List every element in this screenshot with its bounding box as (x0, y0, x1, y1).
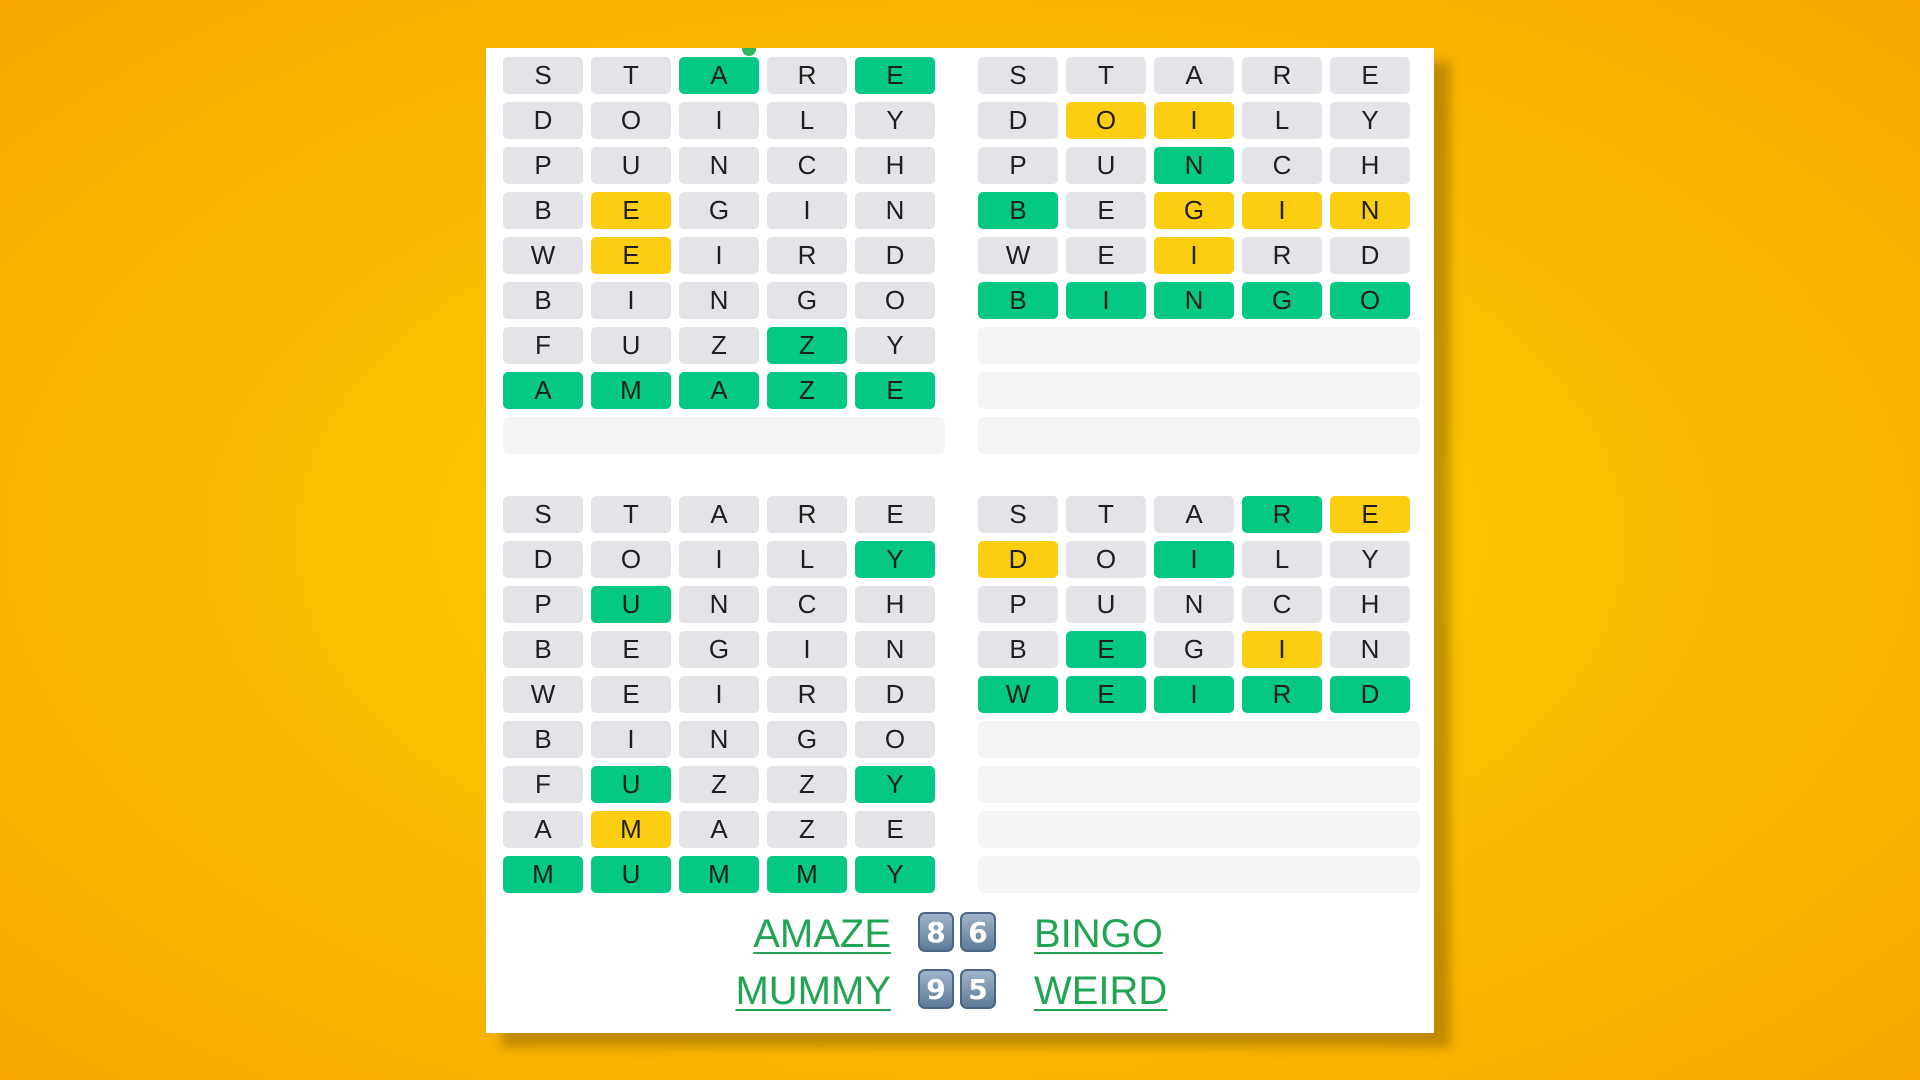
letter-tile: N (1330, 192, 1410, 229)
letter-tile: L (767, 102, 847, 139)
letter-tile: S (503, 496, 583, 533)
letter-tile: Z (679, 327, 759, 364)
letter-tile: D (978, 102, 1058, 139)
letter-tile: H (855, 147, 935, 184)
board-bottom-left (503, 496, 945, 901)
letter-tile: L (1242, 102, 1322, 139)
letter-tile: W (978, 237, 1058, 274)
guess-row (503, 856, 945, 893)
guess-row (978, 586, 1420, 623)
results-row-1 (486, 906, 1434, 962)
letter-tile: L (1242, 541, 1322, 578)
letter-tile: M (591, 811, 671, 848)
empty-guess-row (978, 721, 1420, 758)
letter-tile: A (503, 811, 583, 848)
keycap-digit-icon: 8 (918, 912, 954, 952)
letter-tile: A (679, 372, 759, 409)
letter-tile: M (591, 372, 671, 409)
letter-tile: R (767, 676, 847, 713)
letter-tile: T (1066, 57, 1146, 94)
letter-tile: C (767, 586, 847, 623)
answer-link-mummy[interactable]: MUMMY (735, 969, 891, 1013)
letter-tile: S (978, 57, 1058, 94)
letter-tile: D (503, 102, 583, 139)
results-row-2 (486, 963, 1434, 1019)
letter-tile: E (591, 631, 671, 668)
guess-row (503, 721, 945, 758)
letter-tile: I (679, 676, 759, 713)
letter-tile: W (503, 237, 583, 274)
letter-tile: N (679, 721, 759, 758)
letter-tile: P (978, 586, 1058, 623)
letter-tile: B (503, 282, 583, 319)
letter-tile: E (1066, 631, 1146, 668)
letter-tile: N (679, 586, 759, 623)
letter-tile: E (1330, 496, 1410, 533)
letter-tile: E (855, 811, 935, 848)
guess-row (503, 496, 945, 533)
empty-guess-row (978, 417, 1420, 454)
letter-tile: E (1066, 676, 1146, 713)
letter-tile: A (503, 372, 583, 409)
letter-tile: I (1242, 631, 1322, 668)
empty-guess-row (978, 327, 1420, 364)
letter-tile: U (1066, 147, 1146, 184)
guess-row (978, 147, 1420, 184)
answer-link-weird[interactable]: WEIRD (1034, 969, 1168, 1013)
letter-tile: R (767, 57, 847, 94)
letter-tile: E (855, 496, 935, 533)
letter-tile: M (679, 856, 759, 893)
guess-row (503, 631, 945, 668)
letter-tile: E (855, 57, 935, 94)
letter-tile: I (1066, 282, 1146, 319)
letter-tile: H (855, 586, 935, 623)
letter-tile: W (978, 676, 1058, 713)
letter-tile: A (679, 811, 759, 848)
letter-tile: G (1154, 631, 1234, 668)
keycap-digit-icon: 9 (918, 969, 954, 1009)
guess-row (503, 147, 945, 184)
letter-tile: C (767, 147, 847, 184)
letter-tile: D (503, 541, 583, 578)
guess-row (503, 811, 945, 848)
letter-tile: E (591, 676, 671, 713)
guess-row (978, 496, 1420, 533)
letter-tile: N (1330, 631, 1410, 668)
letter-tile: I (591, 721, 671, 758)
letter-tile: O (591, 541, 671, 578)
letter-tile: I (767, 192, 847, 229)
letter-tile: R (1242, 57, 1322, 94)
letter-tile: C (1242, 586, 1322, 623)
guess-row (978, 192, 1420, 229)
letter-tile: Y (855, 766, 935, 803)
letter-tile: E (591, 237, 671, 274)
letter-tile: I (591, 282, 671, 319)
letter-tile: O (1330, 282, 1410, 319)
letter-tile: I (1154, 676, 1234, 713)
letter-tile: U (591, 586, 671, 623)
guess-row (503, 676, 945, 713)
letter-tile: M (503, 856, 583, 893)
board-top-right (978, 57, 1420, 462)
keycap-digit-icon: 6 (960, 912, 996, 952)
letter-tile: I (1242, 192, 1322, 229)
letter-tile: N (1154, 586, 1234, 623)
empty-guess-row (978, 372, 1420, 409)
letter-tile: S (503, 57, 583, 94)
guess-row (978, 237, 1420, 274)
letter-tile: E (1066, 192, 1146, 229)
letter-tile: O (855, 721, 935, 758)
letter-tile: I (679, 541, 759, 578)
letter-tile: D (855, 676, 935, 713)
letter-tile: M (767, 856, 847, 893)
letter-tile: B (503, 721, 583, 758)
letter-tile: O (855, 282, 935, 319)
letter-tile: N (679, 147, 759, 184)
letter-tile: A (1154, 496, 1234, 533)
letter-tile: B (503, 631, 583, 668)
answer-link-amaze[interactable]: AMAZE (753, 912, 891, 956)
letter-tile: G (679, 192, 759, 229)
letter-tile: Z (679, 766, 759, 803)
letter-tile: H (1330, 147, 1410, 184)
guess-row (503, 586, 945, 623)
letter-tile: E (1330, 57, 1410, 94)
empty-guess-row (978, 766, 1420, 803)
letter-tile: D (1330, 676, 1410, 713)
guess-row (978, 631, 1420, 668)
letter-tile: Z (767, 811, 847, 848)
cropped-header-mark (742, 48, 756, 56)
letter-tile: A (1154, 57, 1234, 94)
empty-guess-row (978, 856, 1420, 893)
guess-row (503, 282, 945, 319)
letter-tile: S (978, 496, 1058, 533)
keycap-digit-icon: 5 (960, 969, 996, 1009)
letter-tile: B (978, 282, 1058, 319)
letter-tile: I (679, 237, 759, 274)
guess-row (503, 102, 945, 139)
letter-tile: U (591, 856, 671, 893)
letter-tile: O (1066, 102, 1146, 139)
board-bottom-right (978, 496, 1420, 901)
guess-row (503, 766, 945, 803)
letter-tile: R (1242, 237, 1322, 274)
letter-tile: O (591, 102, 671, 139)
letter-tile: N (855, 192, 935, 229)
letter-tile: H (1330, 586, 1410, 623)
letter-tile: T (591, 57, 671, 94)
answer-link-bingo[interactable]: BINGO (1034, 912, 1163, 956)
letter-tile: T (1066, 496, 1146, 533)
letter-tile: U (1066, 586, 1146, 623)
quordle-results-card (486, 48, 1434, 1033)
letter-tile: E (1066, 237, 1146, 274)
guess-row (978, 541, 1420, 578)
guess-row (978, 676, 1420, 713)
letter-tile: Z (767, 327, 847, 364)
letter-tile: E (855, 372, 935, 409)
letter-tile: N (1154, 147, 1234, 184)
guess-row (503, 372, 945, 409)
letter-tile: D (1330, 237, 1410, 274)
letter-tile: U (591, 147, 671, 184)
guess-row (978, 57, 1420, 94)
letter-tile: D (855, 237, 935, 274)
letter-tile: R (767, 496, 847, 533)
letter-tile: T (591, 496, 671, 533)
letter-tile: A (679, 496, 759, 533)
letter-tile: Y (855, 327, 935, 364)
letter-tile: U (591, 327, 671, 364)
letter-tile: Y (1330, 102, 1410, 139)
letter-tile: G (767, 721, 847, 758)
letter-tile: O (1066, 541, 1146, 578)
letter-tile: I (767, 631, 847, 668)
letter-tile: B (978, 631, 1058, 668)
letter-tile: P (503, 586, 583, 623)
guess-row (503, 327, 945, 364)
guess-row (978, 102, 1420, 139)
guess-row (503, 541, 945, 578)
letter-tile: C (1242, 147, 1322, 184)
letter-tile: R (1242, 496, 1322, 533)
letter-tile: B (503, 192, 583, 229)
letter-tile: I (1154, 541, 1234, 578)
guess-row (503, 192, 945, 229)
board-top-left (503, 57, 945, 462)
letter-tile: R (767, 237, 847, 274)
letter-tile: B (978, 192, 1058, 229)
letter-tile: G (679, 631, 759, 668)
letter-tile: F (503, 766, 583, 803)
letter-tile: Z (767, 372, 847, 409)
letter-tile: Y (1330, 541, 1410, 578)
letter-tile: N (855, 631, 935, 668)
letter-tile: G (767, 282, 847, 319)
letter-tile: G (1154, 192, 1234, 229)
guess-row (978, 282, 1420, 319)
letter-tile: D (978, 541, 1058, 578)
letter-tile: I (1154, 237, 1234, 274)
letter-tile: N (1154, 282, 1234, 319)
guess-row (503, 237, 945, 274)
letter-tile: I (1154, 102, 1234, 139)
letter-tile: A (679, 57, 759, 94)
letter-tile: Y (855, 856, 935, 893)
letter-tile: Y (855, 102, 935, 139)
letter-tile: F (503, 327, 583, 364)
letter-tile: P (503, 147, 583, 184)
letter-tile: P (978, 147, 1058, 184)
letter-tile: L (767, 541, 847, 578)
letter-tile: W (503, 676, 583, 713)
letter-tile: U (591, 766, 671, 803)
empty-guess-row (503, 417, 945, 454)
letter-tile: N (679, 282, 759, 319)
letter-tile: G (1242, 282, 1322, 319)
empty-guess-row (978, 811, 1420, 848)
letter-tile: E (591, 192, 671, 229)
letter-tile: Z (767, 766, 847, 803)
letter-tile: Y (855, 541, 935, 578)
letter-tile: I (679, 102, 759, 139)
guess-row (503, 57, 945, 94)
letter-tile: R (1242, 676, 1322, 713)
